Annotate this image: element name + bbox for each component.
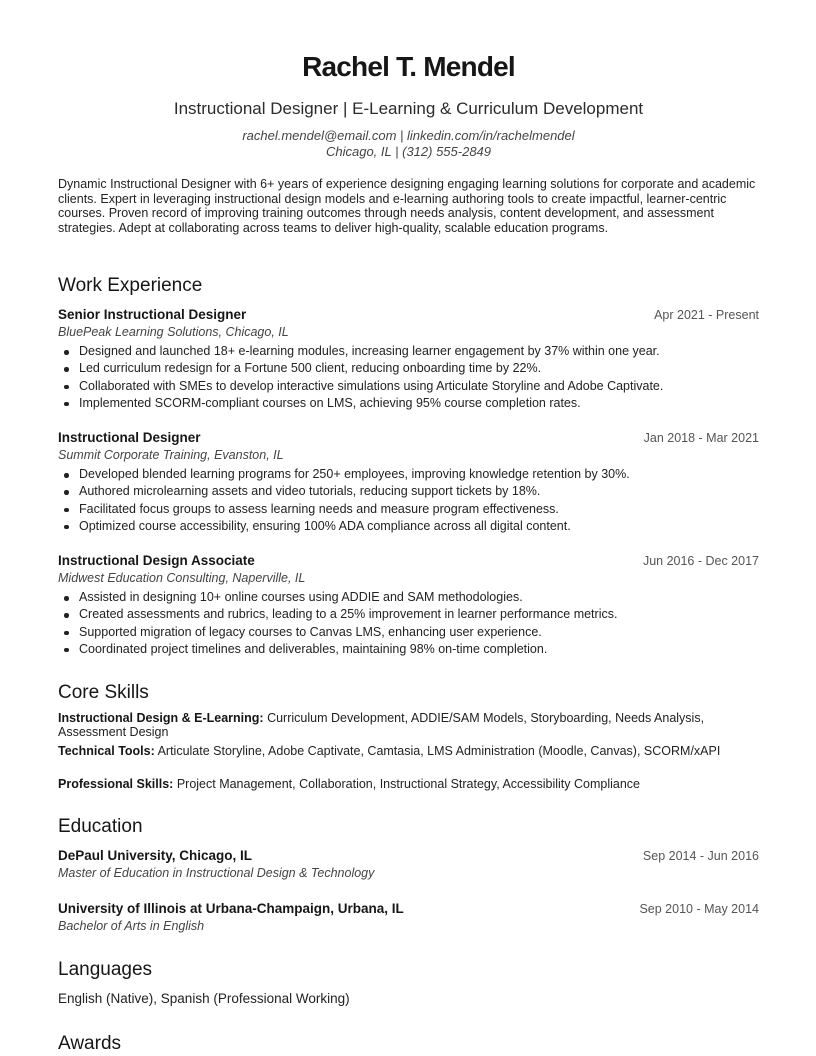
skill-label: Technical Tools: bbox=[58, 744, 155, 758]
job-bullet-list bbox=[58, 589, 617, 658]
job-title: Instructional Design Associate bbox=[58, 553, 255, 568]
job-bullet: Optimized course accessibility, ensuring 100% ADA compliance across all digital content. bbox=[58, 518, 630, 535]
job-title: Instructional Designer bbox=[58, 430, 201, 445]
job-title: Senior Instructional Designer bbox=[58, 307, 247, 322]
contact-line-location-phone: Chicago, IL | (312) 555-2849 bbox=[325, 144, 492, 159]
job-company: Summit Corporate Training, Evanston, IL bbox=[58, 448, 284, 462]
education-dates: Sep 2014 - Jun 2016 bbox=[642, 849, 759, 863]
education-dates: Sep 2010 - May 2014 bbox=[639, 902, 759, 916]
languages-text: English (Native), Spanish (Professional Working) bbox=[58, 991, 350, 1006]
job-bullet: Authored microlearning assets and video tutorials, reducing support tickets by 18%. bbox=[58, 483, 630, 500]
job-bullet: Implemented SCORM-compliant courses on LMS, achieving 95% course completion rates. bbox=[58, 395, 663, 412]
job-dates: Apr 2021 - Present bbox=[654, 308, 759, 322]
contact-line-email-linkedin: rachel.mendel@email.com | linkedin.com/in/rachelmendel bbox=[242, 128, 575, 143]
job-dates: Jun 2016 - Dec 2017 bbox=[642, 554, 759, 568]
section-heading-languages: Languages bbox=[58, 959, 153, 980]
job-bullet: Collaborated with SMEs to develop interactive simulations using Articulate Storyline and Adobe Captivate. bbox=[58, 378, 663, 395]
professional-subtitle: Instructional Designer | E-Learning & Curriculum Development bbox=[173, 99, 644, 118]
skill-line-technical-tools bbox=[58, 744, 759, 758]
job-bullet: Led curriculum redesign for a Fortune 500 client, reducing onboarding time by 22%. bbox=[58, 360, 663, 377]
section-heading-education: Education bbox=[58, 816, 143, 837]
education-degree: Master of Education in Instructional Design & Technology bbox=[58, 866, 375, 880]
section-heading-awards: Awards bbox=[58, 1033, 122, 1054]
job-bullet: Supported migration of legacy courses to Canvas LMS, enhancing user experience. bbox=[58, 624, 617, 641]
skill-text: Curriculum Development, ADDIE/SAM Models, Storyboarding, Needs Analysis, Assessment Design bbox=[58, 711, 705, 739]
section-heading-work-experience: Work Experience bbox=[58, 275, 203, 296]
job-bullet: Facilitated focus groups to assess learning needs and measure program effectiveness. bbox=[58, 501, 630, 518]
skill-text: Articulate Storyline, Adobe Captivate, Camtasia, LMS Administration (Moodle, Canvas), SCORM/xAPI bbox=[157, 744, 721, 758]
job-bullet: Designed and launched 18+ e-learning modules, increasing learner engagement by 37% within one year. bbox=[58, 343, 663, 360]
professional-summary: Dynamic Instructional Designer with 6+ years of experience designing engaging learning solutions for corporate and academic clients. Expert in leveraging instructional design models and e-learning authoring tools to create impactful, learner-centric courses. Proven record of improving training outcomes through needs analysis, content development, and assessment strategies. Adept at collaborating across teams to deliver high-quality, scalable education programs. bbox=[58, 177, 756, 235]
job-bullet: Coordinated project timelines and deliverables, maintaining 98% on-time completion. bbox=[58, 641, 617, 658]
job-bullet: Assisted in designing 10+ online courses using ADDIE and SAM methodologies. bbox=[58, 589, 617, 606]
job-company: Midwest Education Consulting, Naperville, IL bbox=[58, 571, 306, 585]
education-school: University of Illinois at Urbana-Champaign, Urbana, IL bbox=[58, 901, 404, 916]
skill-line-professional-skills bbox=[58, 777, 759, 791]
education-degree: Bachelor of Arts in English bbox=[58, 919, 205, 933]
skill-label: Professional Skills: bbox=[58, 777, 174, 791]
education-school: DePaul University, Chicago, IL bbox=[58, 848, 253, 863]
job-bullet-list bbox=[58, 343, 663, 412]
skill-label: Instructional Design & E-Learning: bbox=[58, 711, 264, 725]
job-bullet-list bbox=[58, 466, 630, 535]
job-bullet: Created assessments and rubrics, leading to a 25% improvement in learner performance metrics. bbox=[58, 606, 617, 623]
job-company: BluePeak Learning Solutions, Chicago, IL bbox=[58, 325, 289, 339]
job-bullet: Developed blended learning programs for 250+ employees, improving knowledge retention by 30%. bbox=[58, 466, 630, 483]
candidate-name: Rachel T. Mendel bbox=[302, 51, 515, 82]
skill-line-instructional-design bbox=[58, 711, 759, 739]
section-heading-core-skills: Core Skills bbox=[58, 682, 149, 703]
skill-text: Project Management, Collaboration, Instructional Strategy, Accessibility Compliance bbox=[176, 777, 640, 791]
job-dates: Jan 2018 - Mar 2021 bbox=[643, 431, 759, 445]
